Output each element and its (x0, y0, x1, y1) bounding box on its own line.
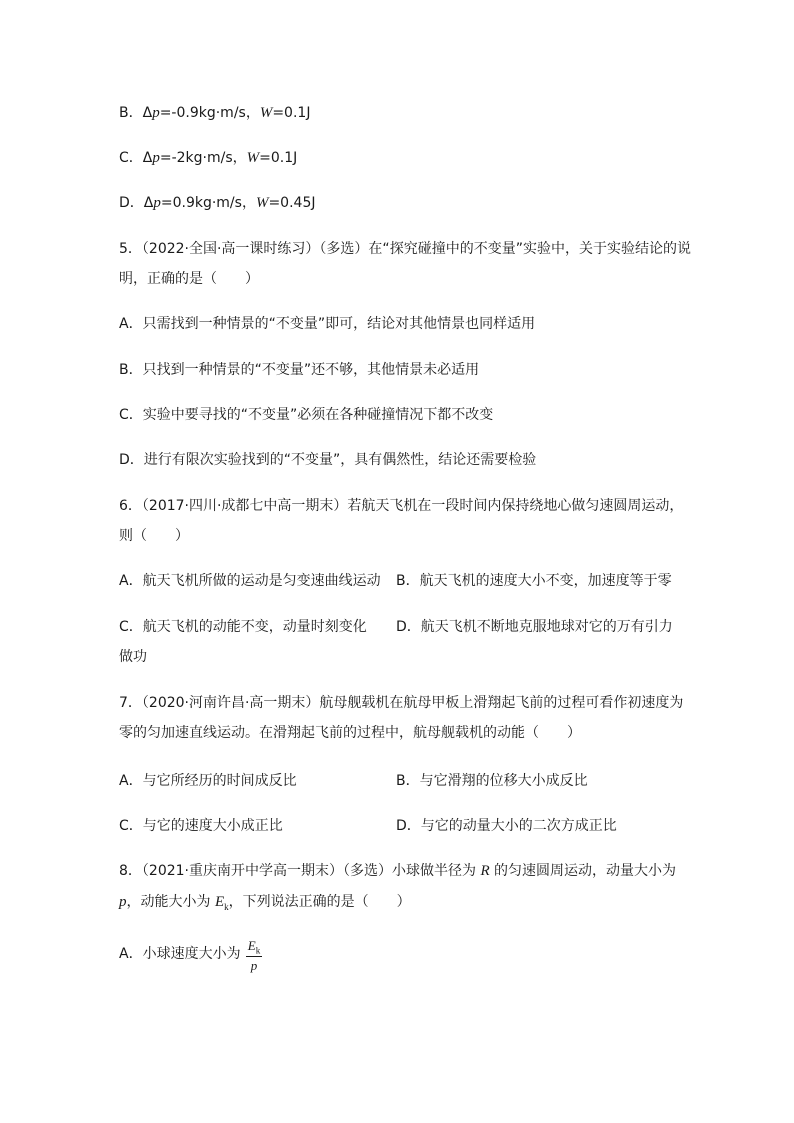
q8-option-a-text: A．小球速度大小为 (119, 946, 241, 962)
q8-option-a (119, 944, 241, 964)
delta-symbol: Δ (142, 105, 153, 121)
work-symbol: W (259, 105, 273, 121)
q7-option-a: A．与它所经历的时间成反比 (119, 773, 297, 789)
option-label: C． (119, 150, 143, 166)
momentum-symbol: p (119, 894, 127, 910)
kinetic-energy-symbol (215, 894, 229, 910)
work-value: =0.45J (268, 195, 316, 211)
q6-option-c: C．航天飞机的动能不变，动量时刻变化 (119, 619, 367, 635)
radius-symbol: R (480, 863, 490, 879)
option-label: D． (119, 195, 144, 211)
q5-option-d: D．进行有限次实验找到的“不变量”，具有偶然性，结论还需要检验 (119, 452, 537, 468)
q6-option-d-line1: D．航天飞机不断地克服地球对它的万有引力 (396, 619, 673, 635)
q8-stem-text-d: ，下列说法正确的是（ ） (228, 894, 411, 910)
q4-option-d (119, 193, 315, 213)
momentum-symbol: p (152, 150, 160, 166)
work-value: =0.1J (259, 150, 298, 166)
q8-stem-line2 (119, 892, 411, 917)
q7-stem-line1: 7．（2020·河南许昌·高一期末）航母舰载机在航母甲板上滑翔起飞前的过程可看作初速度为 (119, 695, 684, 711)
delta-symbol: Δ (143, 195, 154, 211)
work-symbol: W (255, 195, 269, 211)
q4-option-c (119, 148, 297, 168)
q8-stem-text-a: 8．（2021·重庆南开中学高一期末）（多选）小球做半径为 (119, 863, 481, 879)
delta-symbol: Δ (142, 150, 153, 166)
q8-stem-text-b: 的匀速圆周运动，动量大小为 (489, 863, 677, 879)
q7-option-b: B．与它滑翔的位移大小成反比 (396, 773, 588, 789)
option-label: B． (119, 105, 143, 121)
q8-stem-text-c: ，动能大小为 (126, 894, 215, 910)
q4-option-b (119, 103, 310, 123)
q5-option-c: C．实验中要寻找的“不变量”必须在各种碰撞情况下都不改变 (119, 407, 494, 423)
momentum-change-value: =-0.9kg·m/s， (159, 105, 260, 121)
q6-option-d-line2: 做功 (119, 649, 147, 665)
q7-option-d: D．与它的动量大小的二次方成正比 (396, 818, 617, 834)
momentum-symbol: p (153, 195, 161, 211)
q6-option-a: A．航天飞机所做的运动是匀变速曲线运动 (119, 573, 381, 589)
q7-stem-line2: 零的匀加速直线运动。在滑翔起飞前的过程中，航母舰载机的动能（ ） (119, 725, 581, 741)
fraction-denominator: p (250, 958, 258, 973)
q6-stem-line2: 则（ ） (119, 528, 189, 544)
q5-option-a: A．只需找到一种情景的“不变量”即可，结论对其他情景也同样适用 (119, 316, 536, 332)
q7-option-c: C．与它的速度大小成正比 (119, 818, 283, 834)
momentum-change-value: =-2kg·m/s， (159, 150, 247, 166)
speed-fraction (245, 938, 263, 976)
q5-option-b: B．只找到一种情景的“不变量”还不够，其他情景未必适用 (119, 362, 480, 378)
numerator-subscript: k (255, 945, 261, 956)
q5-stem-line1: 5．（2022·全国·高一课时练习）（多选）在“探究碰撞中的不变量”实验中，关于实验结论的说 (119, 241, 691, 257)
work-symbol: W (246, 150, 260, 166)
ek-subscript: k (224, 902, 229, 912)
work-value: =0.1J (272, 105, 311, 121)
q6-stem-line1: 6．（2017·四川·成都七中高一期末）若航天飞机在一段时间内保持绕地心做匀速圆周运动， (119, 498, 684, 514)
momentum-symbol: p (152, 105, 160, 121)
ek-base: E (214, 894, 225, 910)
q8-stem-line1 (119, 861, 676, 881)
q6-option-b: B．航天飞机的速度大小不变，加速度等于零 (396, 573, 672, 589)
fraction-bar (246, 956, 262, 957)
numerator-base: E (247, 938, 256, 953)
momentum-change-value: =0.9kg·m/s， (160, 195, 256, 211)
q5-stem-line2: 明，正确的是（ ） (119, 271, 259, 287)
